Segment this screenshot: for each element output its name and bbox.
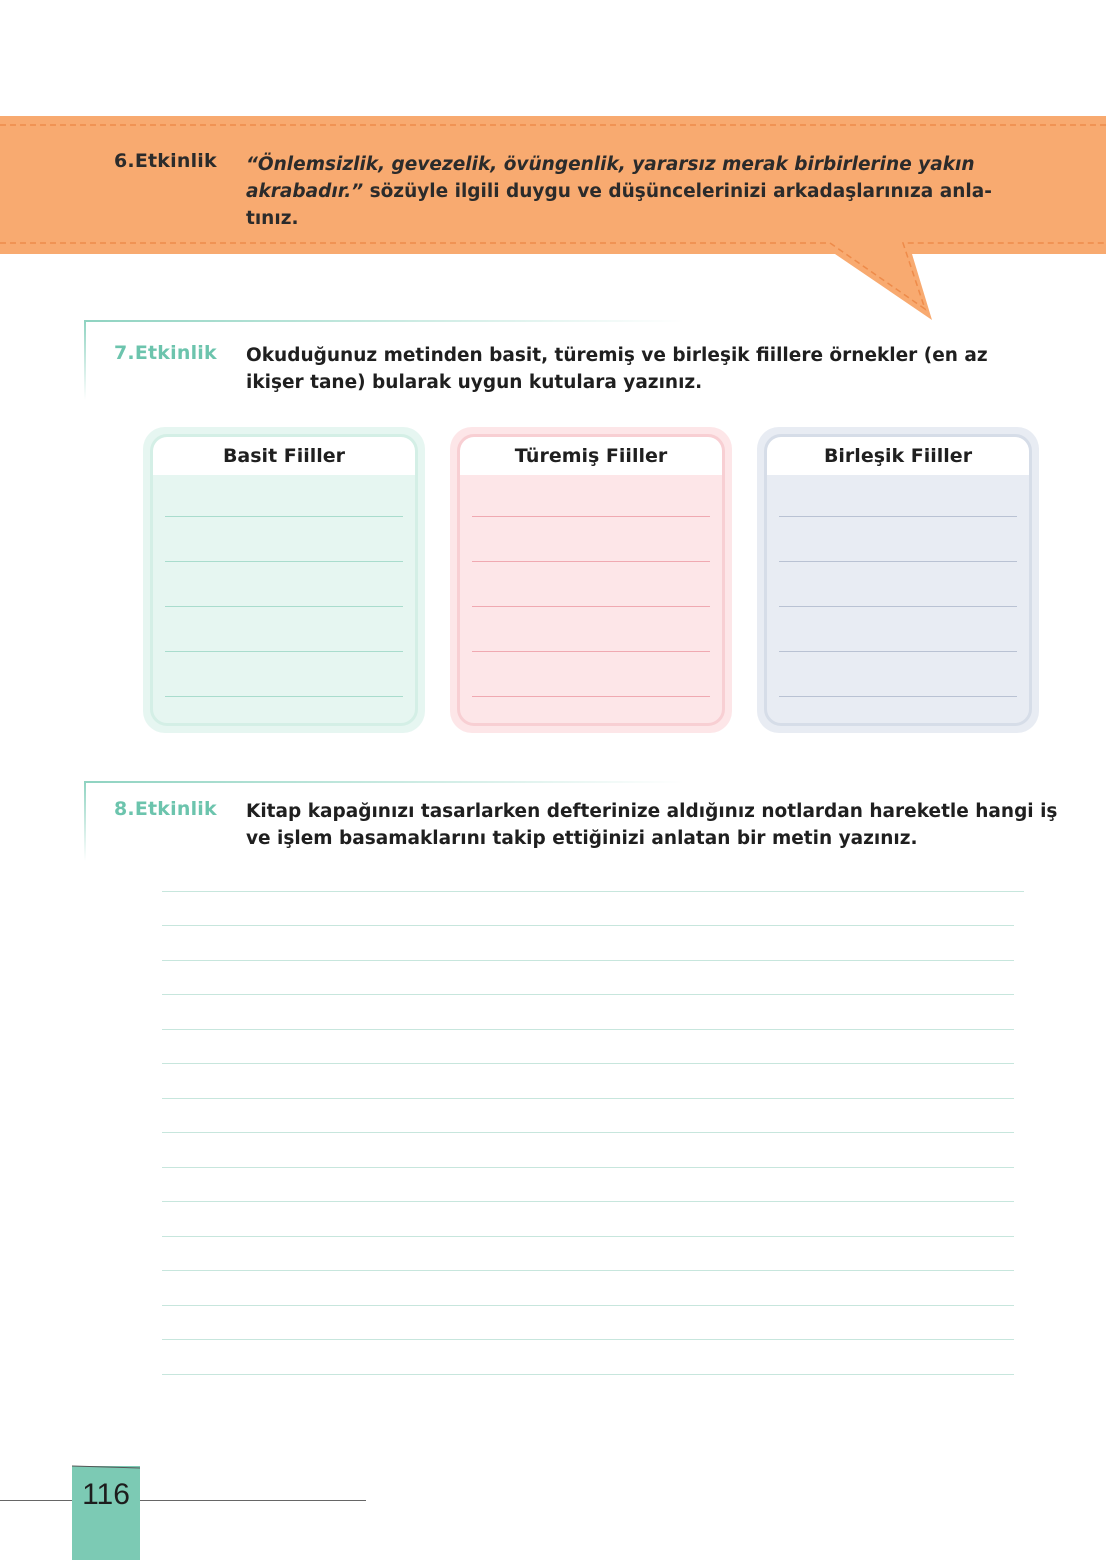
writing-line — [162, 1167, 1014, 1168]
writing-line — [165, 606, 403, 607]
writing-line — [779, 651, 1017, 652]
birlesik-fiiller-box[interactable] — [757, 427, 1039, 733]
activity-7-label: 7.Etkinlik — [114, 342, 217, 364]
writing-line — [162, 994, 1014, 995]
writing-line — [165, 561, 403, 562]
activity-8-text: Kitap kapağınızı tasarlarken defterinize aldığınız notlardan hareketle hangi iş ve işlem basamaklarını takip ettiğinizi anlatan bir metin yazınız. — [246, 801, 1058, 849]
activity-6-quote: “Önlemsizlik, gevezelik, övüngenlik, yararsız merak birbirlerine yakın akrabadır.” — [246, 154, 975, 202]
box-writing-area[interactable] — [153, 475, 415, 723]
writing-line — [779, 606, 1017, 607]
writing-line — [162, 1236, 1014, 1237]
turemis-fiiller-box[interactable] — [450, 427, 732, 733]
activity-6-banner — [0, 0, 1106, 330]
writing-line — [472, 651, 710, 652]
writing-line — [779, 696, 1017, 697]
writing-line — [162, 1339, 1014, 1340]
writing-line — [162, 1270, 1014, 1271]
box-title: Basit Fiiller — [153, 437, 415, 475]
writing-line — [779, 561, 1017, 562]
footer-rule-right — [140, 1500, 366, 1501]
writing-line — [162, 1029, 1014, 1030]
writing-line — [162, 1201, 1014, 1202]
activity-7-text: Okuduğunuz metinden basit, türemiş ve birleşik fiillere örnekler (en az ikişer tane) bularak uygun kutulara yazınız. — [246, 345, 988, 393]
writing-line — [165, 696, 403, 697]
writing-line — [162, 1374, 1014, 1375]
writing-line — [162, 891, 1024, 892]
writing-line — [162, 1098, 1014, 1099]
writing-line — [472, 696, 710, 697]
writing-line — [162, 1063, 1014, 1064]
activity-6-instruction: sözüyle ilgili duygu ve düşüncelerinizi arkadaşlarınıza anla-tınız. — [246, 181, 992, 229]
activity-6-label: 6.Etkinlik — [114, 150, 217, 172]
box-title: Birleşik Fiiller — [767, 437, 1029, 475]
writing-line — [472, 606, 710, 607]
box-writing-area[interactable] — [460, 475, 722, 723]
page-number: 116 — [82, 1478, 130, 1511]
box-writing-area[interactable] — [767, 475, 1029, 723]
writing-line — [162, 960, 1014, 961]
activity-8-label: 8.Etkinlik — [114, 798, 217, 820]
activity-6-text — [246, 151, 1036, 232]
writing-line — [162, 925, 1014, 926]
basit-fiiller-box[interactable] — [143, 427, 425, 733]
writing-line — [472, 561, 710, 562]
footer-rule-left — [0, 1500, 72, 1501]
box-title: Türemiş Fiiller — [460, 437, 722, 475]
writing-line — [779, 516, 1017, 517]
writing-line — [162, 1305, 1014, 1306]
writing-line — [165, 651, 403, 652]
writing-line — [472, 516, 710, 517]
page-tab-edge — [72, 1462, 142, 1470]
writing-line — [162, 1132, 1014, 1133]
writing-line — [165, 516, 403, 517]
